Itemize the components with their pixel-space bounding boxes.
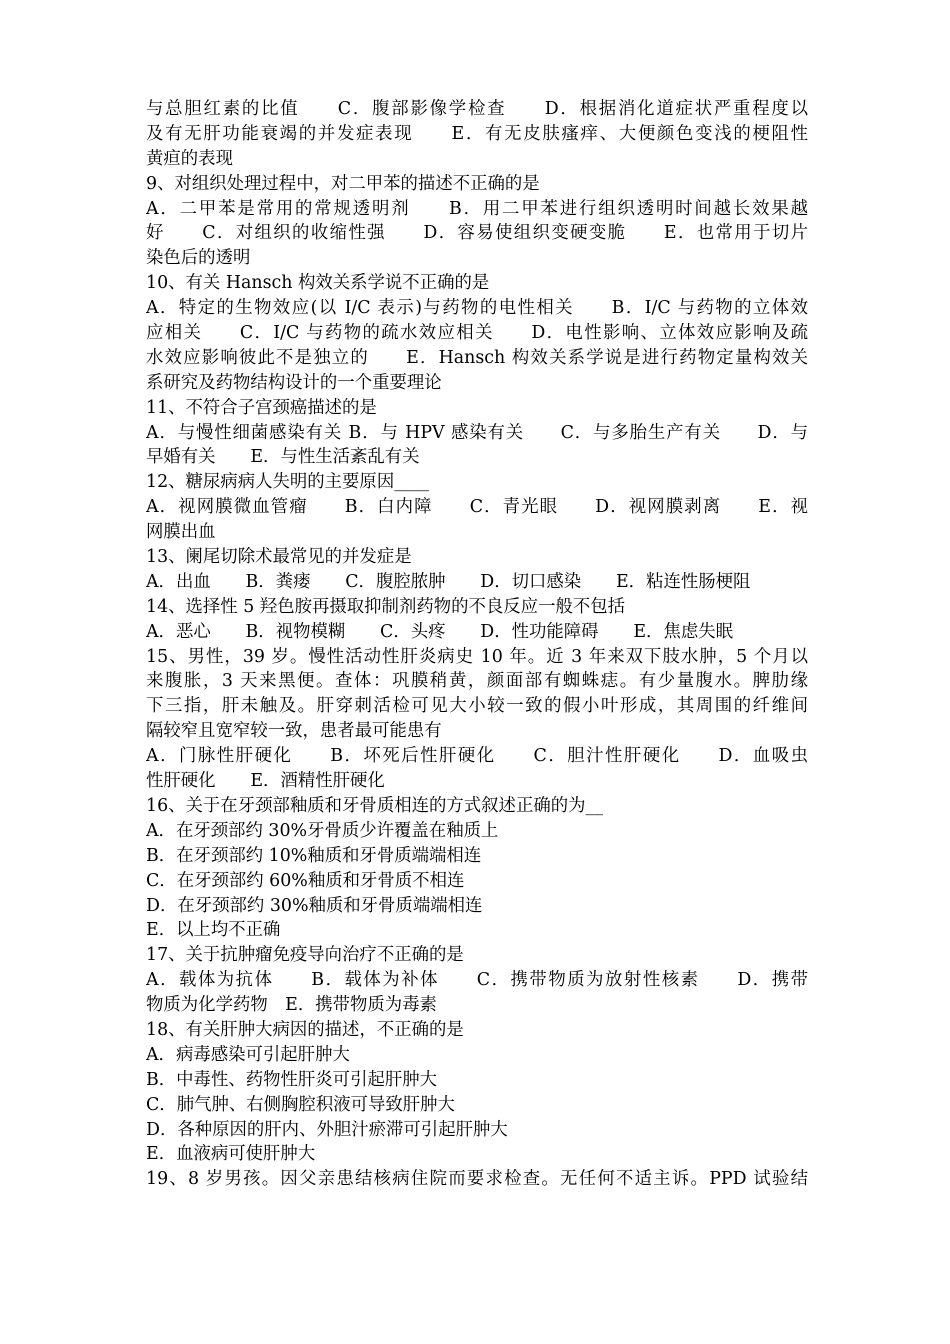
text-line: A．恶心 B．视物模糊 C．头疼 D．性功能障碍 E．焦虑失眠: [146, 621, 734, 642]
text-line: 网膜出血: [146, 522, 216, 543]
text-line: 14、选择性 5 羟色胺再摄取抑制剂药物的不良反应一般不包括: [146, 596, 626, 617]
text-line: C．肺气肿、右侧胸腔积液可导致肝肿大: [146, 1094, 455, 1115]
text-line: E．以上均不正确: [146, 920, 281, 941]
text-line: 9、对组织处理过程中，对二甲苯的描述不正确的是: [146, 173, 540, 194]
text-line: B．中毒性、药物性肝炎可引起肝肿大: [146, 1069, 438, 1090]
text-line: 18、有关肝肿大病因的描述，不正确的是: [146, 1019, 464, 1040]
text-line: 水效应影响彼此不是独立的 E．Hansch 构效关系学说是进行药物定量构效关: [146, 347, 808, 368]
text-line: 好 C．对组织的收缩性强 D．容易使组织变硬变脆 E．也常用于切片: [146, 223, 808, 244]
text-line: A．出血 B．粪瘘 C．腹腔脓肿 D．切口感染 E．粘连性肠梗阻: [146, 571, 751, 592]
text-line: 性肝硬化 E．酒精性肝硬化: [146, 771, 385, 792]
text-line: E．血液病可使肝肿大: [146, 1144, 316, 1165]
text-line: D．在牙颈部约 30%釉质和牙骨质端端相连: [146, 895, 483, 916]
text-line: A．载体为抗体 B．载体为补体 C．携带物质为放射性核素 D．携带: [146, 970, 808, 991]
text-line: A．与慢性细菌感染有关 B．与 HPV 感染有关 C．与多胎生产有关 D．与: [146, 422, 808, 443]
text-line: 系研究及药物结构设计的一个重要理论: [146, 372, 442, 393]
text-line: A．视网膜微血管瘤 B．白内障 C．青光眼 D．视网膜剥离 E．视: [146, 497, 808, 518]
text-line: 12、糖尿病病人失明的主要原因____: [146, 472, 429, 493]
text-line: 物质为化学药物 E．携带物质为毒素: [146, 995, 437, 1016]
text-line: A．二甲苯是常用的常规透明剂 B．用二甲苯进行组织透明时间越长效果越: [146, 198, 808, 219]
text-line: 下三指，肝未触及。肝穿刺活检可见大小较一致的假小叶形成，其周围的纤维间: [146, 696, 808, 717]
text-line: 应相关 C．I/C 与药物的疏水效应相关 D．电性影响、立体效应影响及疏: [146, 323, 808, 344]
text-line: A．病毒感染可引起肝肿大: [146, 1044, 350, 1065]
text-line: 与总胆红素的比值 C．腹部影像学检查 D．根据消化道症状严重程度以: [146, 99, 808, 119]
text-line: D．各种原因的肝内、外胆汁瘀滞可引起肝肿大: [146, 1119, 508, 1140]
text-line: 11、不符合子宫颈癌描述的是: [146, 397, 377, 418]
text-line: 15、男性，39 岁。慢性活动性肝炎病史 10 年。近 3 年来双下肢水肿，5 个月以: [146, 646, 808, 667]
text-line: 10、有关 Hansch 构效关系学说不正确的是: [146, 273, 490, 294]
text-line: 17、关于抗肿瘤免疫导向治疗不正确的是: [146, 945, 464, 966]
text-line: 隔较窄且宽窄较一致，患者最可能患有: [146, 721, 442, 742]
text-line: 13、阑尾切除术最常见的并发症是: [146, 547, 412, 568]
text-line: A．在牙颈部约 30%牙骨质少许覆盖在釉质上: [146, 820, 499, 841]
text-line: 早婚有关 E．与性生活紊乱有关: [146, 447, 420, 468]
text-line: B．在牙颈部约 10%釉质和牙骨质端端相连: [146, 845, 482, 866]
text-line: C．在牙颈部约 60%釉质和牙骨质不相连: [146, 870, 465, 891]
text-line: 来腹胀，3 天来黑便。查体：巩膜稍黄，颜面部有蜘蛛痣。有少量腹水。脾肋缘: [146, 671, 808, 692]
text-line: 及有无肝功能衰竭的并发症表现 E．有无皮肤瘙痒、大便颜色变浅的梗阻性: [146, 123, 808, 144]
text-line: A．门脉性肝硬化 B．坏死后性肝硬化 C．胆汁性肝硬化 D．血吸虫: [146, 746, 808, 767]
text-line: A．特定的生物效应(以 I/C 表示)与药物的电性相关 B．I/C 与药物的立体效: [146, 298, 808, 319]
text-line: 染色后的透明: [146, 248, 251, 269]
text-line: 19、8 岁男孩。因父亲患结核病住院而要求检查。无任何不适主诉。PPD 试验结: [146, 1169, 808, 1190]
text-line: 16、关于在牙颈部釉质和牙骨质相连的方式叙述正确的为__: [146, 795, 603, 816]
text-line: 黄疸的表现: [146, 148, 233, 169]
